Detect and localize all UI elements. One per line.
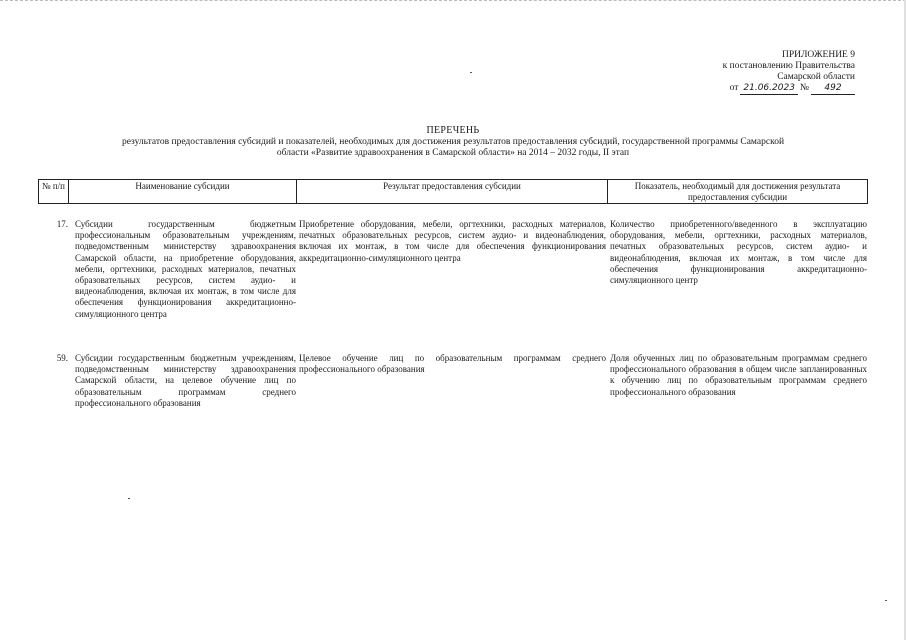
header-name: Наименование субсидии bbox=[69, 180, 297, 204]
handwritten-number: 492 bbox=[811, 83, 855, 95]
title-heading: ПЕРЕЧЕНЬ bbox=[426, 125, 480, 136]
scan-speck bbox=[128, 498, 130, 499]
row-result: Приобретение оборудования, мебели, оргтехники, расходных материалов, печатных образовательных ресурсов, систем аудио- и видеонаблюдения, включая их монтаж, в том числе для обеспечения функционирования аккредитационно-симуляционного центра bbox=[299, 219, 606, 263]
appendix-title: ПРИЛОЖЕНИЕ 9 bbox=[781, 50, 855, 60]
header-result: Результат предоставления субсидии bbox=[297, 180, 608, 204]
table-header-row bbox=[39, 180, 868, 204]
table-header bbox=[38, 179, 868, 204]
appendix-block bbox=[700, 50, 855, 95]
scan-speck bbox=[885, 600, 887, 601]
number-prefix: № bbox=[799, 83, 809, 93]
header-indicator: Показатель, необходимый для достижения результата предоставления субсидии bbox=[608, 180, 868, 204]
scan-speck bbox=[470, 72, 472, 73]
row-result: Целевое обучение лиц по образовательным программам среднего профессионального образования bbox=[299, 353, 606, 375]
row-subsidy-name: Субсидии государственным бюджетным профессиональным образовательным учреждениям, подведомственным министерству здравоохранения Самарской области, на приобретение оборудования, мебели, оргтехники, расходных материалов, печатных образовательных ресурсов, систем аудио- и видеонаблюдения, включая их монтаж, в том числе для обеспечения функционирования аккредитационно-симуляционного центра bbox=[75, 219, 296, 319]
row-indicator: Количество приобретенного/введенного в эксплуатацию оборудования, мебели, оргтехники, расходных материалов, печатных образовательных ресурсов, систем аудио- и видеонаблюдения, включая их монтаж, в том числе для обеспечения функционирования аккредитационно-симуляционного центр bbox=[610, 219, 867, 286]
title-line-1: результатов предоставления субсидий и показателей, необходимых для достижения результатов предоставления субсидий, государственной программы Самарской bbox=[121, 136, 785, 147]
handwritten-date: 21.06.2023 bbox=[740, 83, 798, 95]
row-number: 17. bbox=[56, 219, 68, 229]
document-title bbox=[60, 125, 846, 160]
date-prefix: от bbox=[729, 83, 739, 93]
row-subsidy-name: Субсидии государственным бюджетным учреждениям, подведомственным министерству здравоохранения Самарской области, на целевое обучение лиц по образовательным программам среднего профессионального образования bbox=[75, 353, 296, 408]
title-line-2: области «Развитие здравоохранения в Самарской области» на 2014 – 2032 годы, II этап bbox=[276, 148, 630, 158]
scan-top-edge bbox=[0, 0, 906, 4]
appendix-region: Самарской области bbox=[777, 72, 855, 82]
appendix-resolution: к постановлению Правительства bbox=[722, 61, 855, 71]
appendix-date-line bbox=[700, 83, 855, 95]
row-indicator: Доля обученных лиц по образовательным программам среднего профессионального образования в общем числе запланированных к обучению лиц по образовательным программам среднего профессионального образования bbox=[610, 353, 867, 397]
header-num: № п/п bbox=[39, 180, 69, 204]
row-number: 59. bbox=[56, 353, 68, 363]
